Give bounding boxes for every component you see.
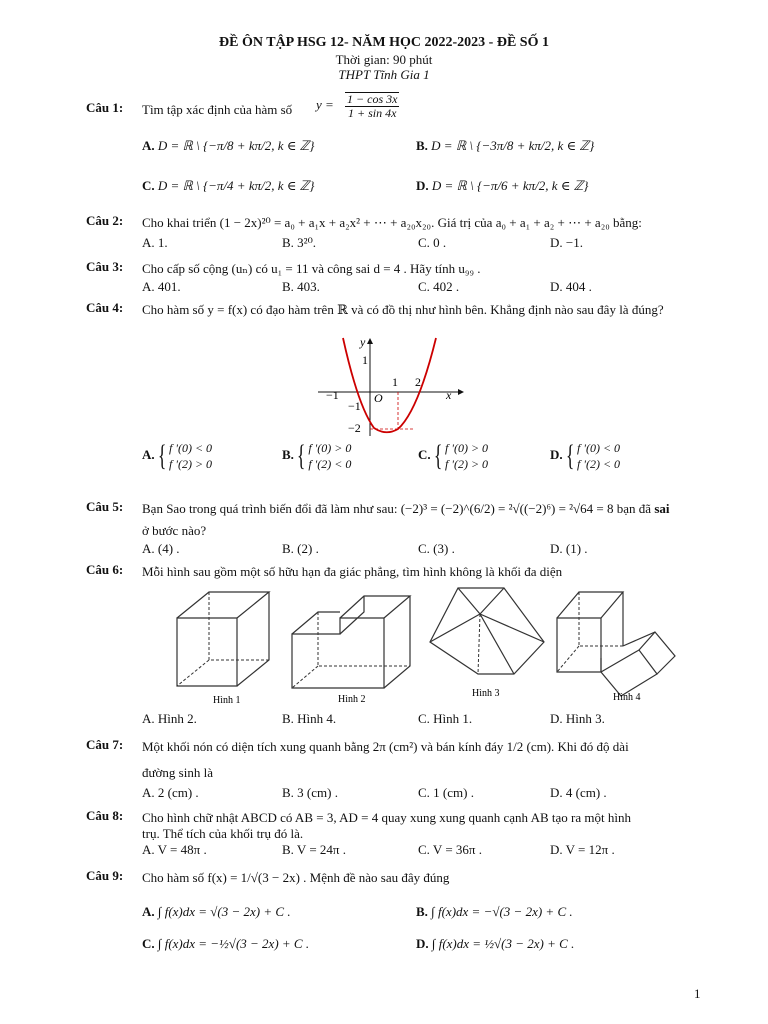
- y-axis-label: y: [360, 335, 366, 349]
- question-label: Câu 2:: [86, 213, 124, 228]
- option-d[interactable]: D. Hình 3.: [550, 711, 605, 726]
- exam-time: Thời gian: 90 phút: [335, 52, 433, 67]
- question-label: Câu 1:: [86, 100, 124, 115]
- y-axis-arrow: [367, 338, 373, 344]
- option-a[interactable]: A. 401.: [142, 279, 181, 294]
- option-b[interactable]: B. Hình 4.: [282, 711, 337, 726]
- question-5: [86, 499, 686, 559]
- option-d[interactable]: D. −1.: [550, 235, 583, 250]
- figure-2-label: Hình 2: [338, 694, 366, 705]
- option-c[interactable]: C. 0 .: [418, 235, 447, 250]
- question-label: Câu 6:: [86, 562, 124, 577]
- figure-1-label: Hình 1: [213, 695, 241, 706]
- option-a[interactable]: A.{ f '(0) < 0 f '(2) > 0: [142, 439, 213, 472]
- option-b[interactable]: B. D = ℝ \ {−3π/8 + kπ/2, k ∈ ℤ}: [416, 138, 595, 153]
- exam-school: THPT Tĩnh Gia 1: [338, 67, 430, 82]
- question-9: [86, 868, 686, 968]
- tick-y-1: 1: [362, 353, 368, 367]
- tick-y-minus-2: −2: [348, 421, 361, 435]
- origin-label: O: [374, 391, 383, 405]
- question-text: Cho hàm số f(x) = 1/√(3 − 2x) . Mệnh đề nào sau đây đúng: [142, 870, 450, 885]
- parabola-curve: [343, 338, 436, 432]
- question-2: [86, 213, 686, 253]
- option-b[interactable]: B. V = 24π .: [282, 842, 346, 857]
- option-d[interactable]: D. ∫ f(x)dx = ½√(3 − 2x) + C .: [416, 936, 575, 951]
- option-c[interactable]: C. V = 36π .: [418, 842, 482, 857]
- option-d[interactable]: D. V = 12π .: [550, 842, 615, 857]
- option-b[interactable]: B. (2) .: [282, 541, 319, 556]
- question-text: Cho hình chữ nhật ABCD có AB = 3, AD = 4 quay xung xung quanh cạnh AB tạo ra một hình: [142, 810, 631, 825]
- function-formula: y = $\frac{1 - \cos 3x}{1 + \sin 4x}$: [316, 92, 398, 120]
- question-8: [86, 808, 686, 864]
- option-a[interactable]: A. 1.: [142, 235, 168, 250]
- question-text: Cho khai triển (1 − 2x)²⁰ = a₀ + a₁x + a₂x² + ⋯ + a₂₀x₂₀. Giá trị của a₀ + a₁ + a₂ + ⋯ + a₂₀ bằng:: [142, 215, 642, 230]
- question-text: Bạn Sao trong quá trình biến đổi đã làm như sau: (−2)³ = (−2)^(6/2) = ²√((−2)⁶) = ²√64 = 8 bạn đã sai: [142, 501, 670, 516]
- option-d[interactable]: D. (1) .: [550, 541, 588, 556]
- option-c[interactable]: C. D = ℝ \ {−π/4 + kπ/2, k ∈ ℤ}: [142, 178, 315, 193]
- question-text-line2: ở bước nào?: [142, 523, 207, 538]
- option-d[interactable]: D. 404 .: [550, 279, 592, 294]
- question-6: [86, 562, 686, 582]
- figure-2-step: [290, 588, 420, 703]
- option-b[interactable]: B.{ f '(0) > 0 f '(2) < 0: [282, 439, 352, 472]
- option-b[interactable]: B. 3²⁰.: [282, 235, 317, 250]
- question-label: Câu 4:: [86, 300, 124, 315]
- tick-y-minus-1: −1: [348, 399, 361, 413]
- page-number: 1: [694, 986, 701, 1001]
- figure-3-polyhedron: [428, 584, 548, 699]
- question-text: Tìm tập xác định của hàm số: [142, 102, 293, 117]
- exam-title: ĐỀ ÔN TẬP HSG 12- NĂM HỌC 2022-2023 - ĐỀ SỐ 1: [219, 35, 549, 50]
- question-label: Câu 3:: [86, 259, 124, 274]
- tick-x-1: 1: [392, 375, 398, 389]
- question-4-options: [86, 440, 686, 480]
- option-a[interactable]: A. V = 48π .: [142, 842, 207, 857]
- option-c[interactable]: C. ∫ f(x)dx = −½√(3 − 2x) + C .: [142, 936, 310, 951]
- question-text: Cho cấp số cộng (uₙ) có u₁ = 11 và công sai d = 4 . Hãy tính u₉₉ .: [142, 261, 481, 276]
- option-c[interactable]: C.{ f '(0) > 0 f '(2) > 0: [418, 439, 489, 472]
- option-a[interactable]: A. D = ℝ \ {−π/8 + kπ/2, k ∈ ℤ}: [142, 138, 315, 153]
- question-7: [86, 737, 686, 807]
- question-label: Câu 5:: [86, 499, 124, 514]
- question-label: Câu 7:: [86, 737, 124, 752]
- question-text-line2: đường sinh là: [142, 765, 213, 780]
- figure-1-box: [175, 588, 275, 706]
- question-text-line2: trụ. Thể tích của khối trụ đó là.: [142, 826, 304, 841]
- question-1: [86, 92, 686, 202]
- option-a[interactable]: A. ∫ f(x)dx = √(3 − 2x) + C .: [142, 904, 291, 919]
- option-c[interactable]: C. Hình 1.: [418, 711, 473, 726]
- figure-3-label: Hình 3: [472, 688, 500, 699]
- tick-x-minus-1: −1: [326, 388, 339, 402]
- option-a[interactable]: A. Hình 2.: [142, 711, 197, 726]
- emphasis-word: sai: [654, 501, 670, 516]
- question-label: Câu 8:: [86, 808, 124, 823]
- x-axis-label: x: [446, 388, 452, 402]
- question-label: Câu 9:: [86, 868, 124, 883]
- question-text: Một khối nón có diện tích xung quanh bằng 2π (cm²) và bán kính đáy 1/2 (cm). Khi đó độ dài: [142, 739, 629, 754]
- option-a[interactable]: A. (4) .: [142, 541, 180, 556]
- option-b[interactable]: B. 3 (cm) .: [282, 785, 338, 800]
- question-text: Cho hàm số y = f(x) có đạo hàm trên ℝ và có đồ thị như hình bên. Khẳng định nào sau đây là đúng?: [142, 302, 664, 317]
- option-b[interactable]: B. ∫ f(x)dx = −√(3 − 2x) + C .: [416, 904, 573, 919]
- question-3: [86, 259, 686, 299]
- figure-4-label: Hình 4: [613, 692, 641, 703]
- option-d[interactable]: D. 4 (cm) .: [550, 785, 607, 800]
- question-text: Mỗi hình sau gồm một số hữu hạn đa giác phẳng, tìm hình không là khối đa diện: [142, 564, 563, 579]
- x-axis-arrow: [458, 389, 464, 395]
- option-c[interactable]: C. 1 (cm) .: [418, 785, 474, 800]
- option-c[interactable]: C. (3) .: [418, 541, 455, 556]
- option-a[interactable]: A. 2 (cm) .: [142, 785, 199, 800]
- option-d[interactable]: D. D = ℝ \ {−π/6 + kπ/2, k ∈ ℤ}: [416, 178, 589, 193]
- function-graph: [318, 336, 468, 436]
- figure-4-composite: [555, 586, 685, 704]
- option-c[interactable]: C. 402 .: [418, 279, 460, 294]
- question-6-options: [86, 711, 686, 731]
- option-b[interactable]: B. 403.: [282, 279, 320, 294]
- option-d[interactable]: D.{ f '(0) < 0 f '(2) < 0: [550, 439, 621, 472]
- tick-x-2: 2: [415, 375, 421, 389]
